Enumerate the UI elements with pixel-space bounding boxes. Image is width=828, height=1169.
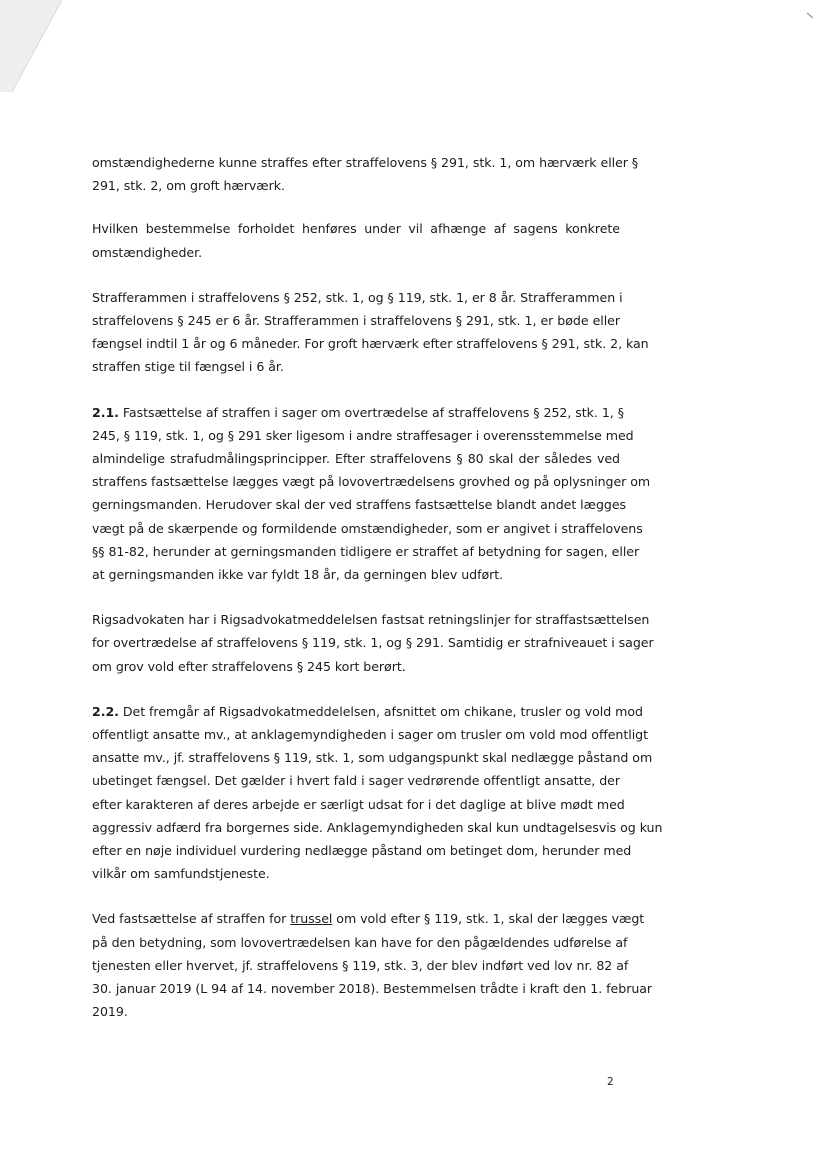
text-line: straffens fastsættelse lægges vægt på lovovertrædelsens grovhed og på oplysninger om xyxy=(92,474,651,490)
text-line: efter karakteren af deres arbejde er særligt udsat for i det daglige at blive mødt med xyxy=(92,796,625,812)
text-line: §§ 81-82, herunder at gerningsmanden tidligere er straffet af betydning for sagen, eller xyxy=(92,543,640,559)
text-line: straffen stige til fængsel i 6 år. xyxy=(92,359,284,375)
text-segment: Fastsættelse af straffen i sager om overtrædelse af straffelovens § 252, stk. 1, § xyxy=(118,404,624,420)
text-line: offentligt ansatte mv., at anklagemyndigheden i sager om trusler om vold mod offentligt xyxy=(92,727,648,743)
text-line: Strafferammen i straffelovens § 252, stk. 1, og § 119, stk. 1, er 8 år. Strafferammen i xyxy=(92,289,623,305)
text-line: tjenesten eller hvervet, jf. straffelovens § 119, stk. 3, der blev indført ved lov nr. 82 af xyxy=(92,957,629,973)
section-2-2 xyxy=(92,700,663,886)
text-line xyxy=(92,907,645,930)
text-line: Rigsadvokaten har i Rigsadvokatmeddelelsen fastsat retningslinjer for straffastsættelsen xyxy=(92,612,650,628)
text-line: vilkår om samfundstjeneste. xyxy=(92,866,270,882)
text-line: omstændigheder. xyxy=(92,244,203,260)
scan-corner-shadow xyxy=(0,0,62,92)
text-line: Hvilken bestemmelse forholdet henføres under vil afhænge af sagens konkrete xyxy=(92,221,620,237)
text-segment: om vold efter § 119, stk. 1, skal der lægges vægt xyxy=(332,911,645,927)
scan-speck xyxy=(806,12,814,20)
text-segment: Ved fastsættelse af straffen for xyxy=(92,911,291,927)
section-2-1 xyxy=(92,401,651,587)
text-line: gerningsmanden. Herudover skal der ved straffens fastsættelse blandt andet lægges xyxy=(92,497,627,513)
text-line: omstændighederne kunne straffes efter straffelovens § 291, stk. 1, om hærværk eller § xyxy=(92,155,639,170)
text-segment: Det fremgår af Rigsadvokatmeddelelsen, afsnittet om chikane, trusler og vold mod xyxy=(118,703,643,719)
document-body xyxy=(92,151,663,1024)
text-line: straffelovens § 245 er 6 år. Strafferammen i straffelovens § 291, stk. 1, er bøde eller xyxy=(92,313,620,329)
text-line: at gerningsmanden ikke var fyldt 18 år, da gerningen blev udført. xyxy=(92,567,504,583)
section-number: 2.2. xyxy=(92,703,119,719)
text-line: almindelige strafudmålingsprincipper. Efter straffelovens § 80 skal der således ved xyxy=(92,451,620,467)
text-line: for overtrædelse af straffelovens § 119, stk. 1, og § 291. Samtidig er strafniveauet i sager xyxy=(92,635,654,651)
text-line: vægt på de skærpende og formildende omstændigheder, som er angivet i straffelovens xyxy=(92,520,643,536)
section-number: 2.1. xyxy=(92,404,119,420)
text-line: efter en nøje individuel vurdering nedlægge påstand om betinget dom, herunder med xyxy=(92,843,632,859)
text-line xyxy=(92,401,624,424)
text-line: 245, § 119, stk. 1, og § 291 sker ligesom i andre straffesager i overensstemmelse med xyxy=(92,427,634,443)
text-line: ubetinget fængsel. Det gælder i hvert fald i sager vedrørende offentligt ansatte, der xyxy=(92,773,620,789)
paragraph-hærværk xyxy=(92,151,639,197)
text-line: om grov vold efter straffelovens § 245 kort berørt. xyxy=(92,658,406,674)
text-line: 30. januar 2019 (L 94 af 14. november 2018). Bestemmelsen trådte i kraft den 1. februar xyxy=(92,981,653,997)
paragraph-bestemmelse xyxy=(92,217,620,263)
page-number: 2 xyxy=(607,1076,614,1088)
text-line: 2019. xyxy=(92,1004,128,1020)
paragraph-strafferammen xyxy=(92,286,649,379)
text-line: fængsel indtil 1 år og 6 måneder. For groft hærværk efter straffelovens § 291, stk. 2, kan xyxy=(92,336,649,352)
text-line: aggressiv adfærd fra borgernes side. Anklagemyndigheden skal kun undtagelsesvis og kun xyxy=(92,819,663,835)
text-line: ansatte mv., jf. straffelovens § 119, stk. 1, som udgangspunkt skal nedlægge påstand om xyxy=(92,750,653,766)
underlined-term: trussel xyxy=(290,911,333,927)
text-line xyxy=(92,700,643,723)
paragraph-trussel xyxy=(92,907,653,1023)
paragraph-rigsadvokaten xyxy=(92,608,654,678)
text-line: på den betydning, som lovovertrædelsen kan have for den pågældendes udførelse af xyxy=(92,934,628,950)
text-line: 291, stk. 2, om groft hærværk. xyxy=(92,178,285,194)
